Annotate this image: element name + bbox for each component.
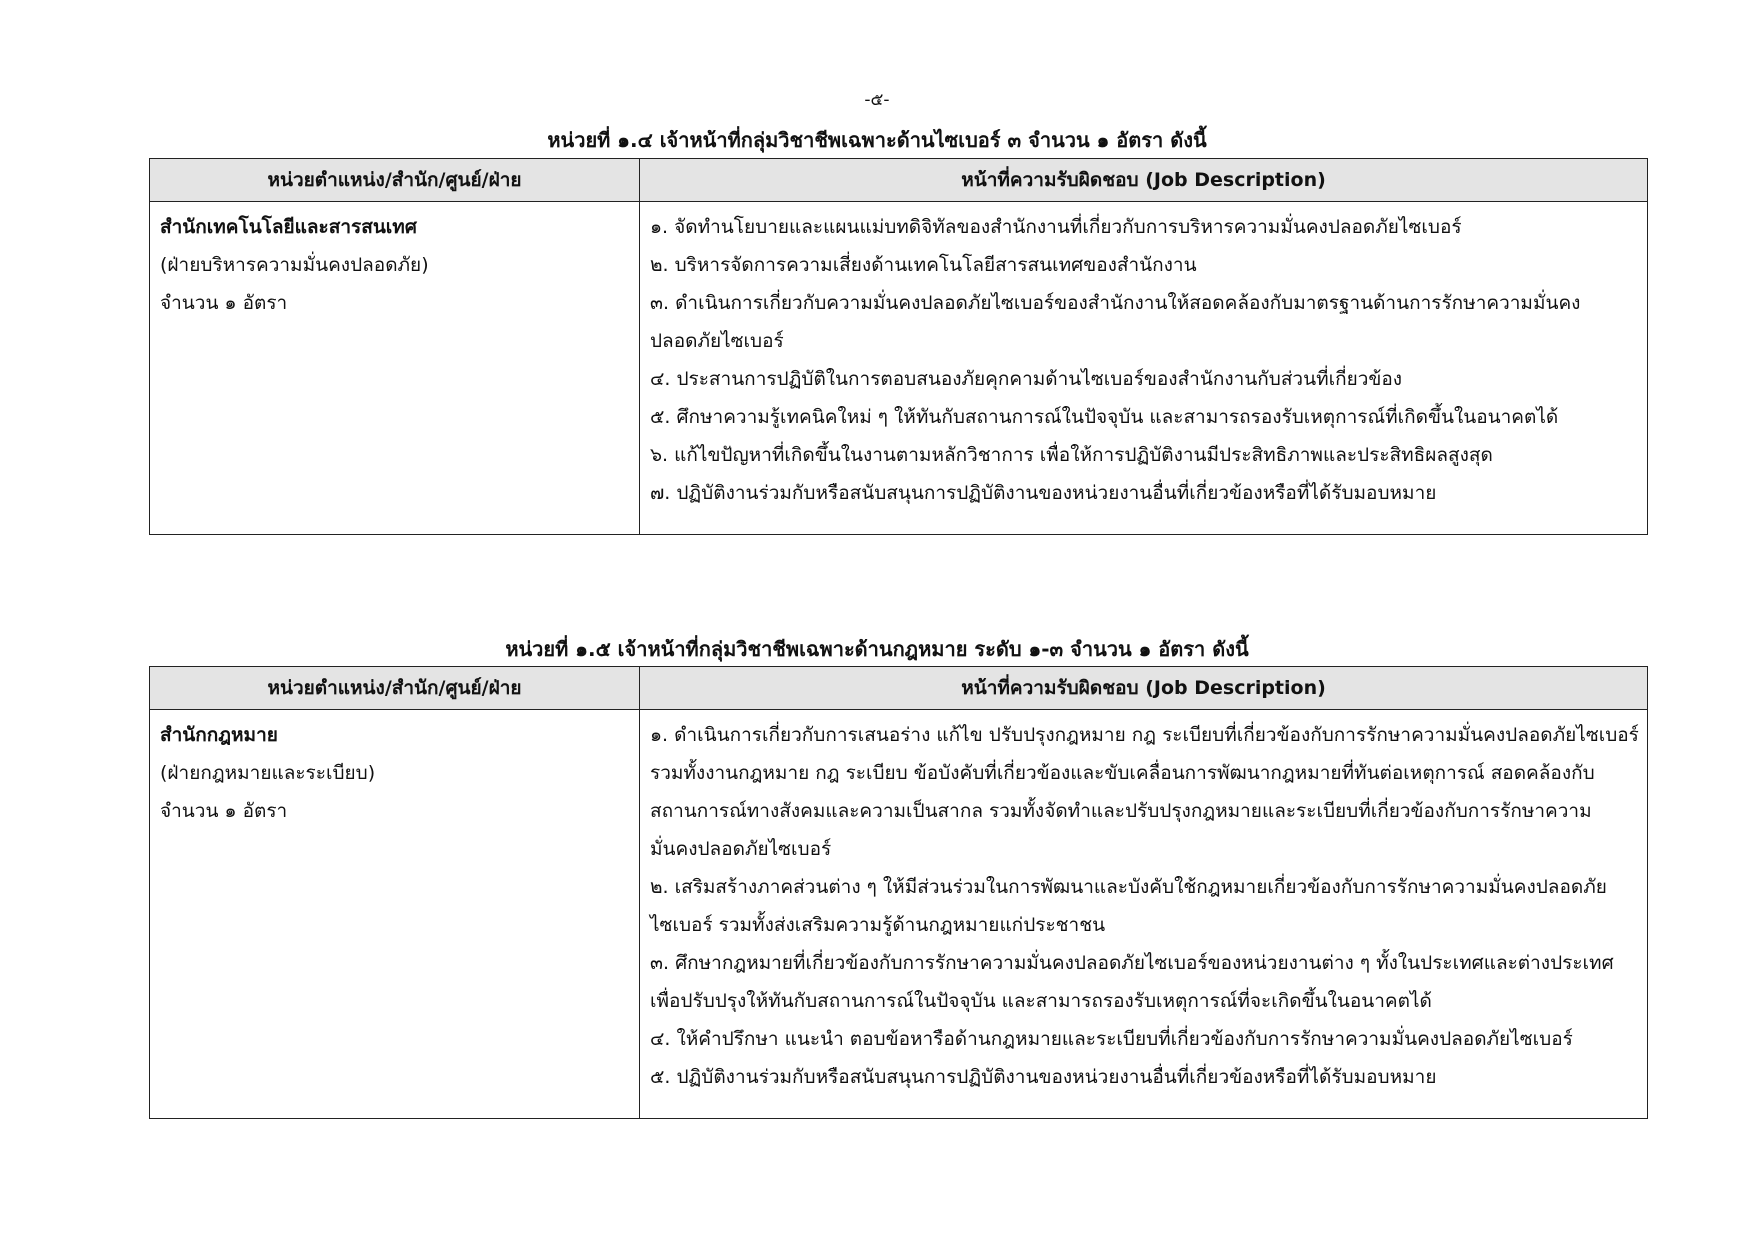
duty-item: ๔. ให้คำปรึกษา แนะนำ ตอบข้อหารือด้านกฎหมายและระเบียบที่เกี่ยวข้องกับการรักษาความมั่นคงปลอดภัยไซเบอร์	[650, 1028, 1573, 1050]
duty-item: ๔. ประสานการปฏิบัติในการตอบสนองภัยคุกคามด้านไซเบอร์ของสำนักงานกับส่วนที่เกี่ยวข้อง	[650, 368, 1403, 390]
unit-count: จำนวน ๑ อัตรา	[160, 292, 288, 314]
duty-item: ๗. ปฏิบัติงานร่วมกับหรือสนับสนุนการปฏิบัติงานของหน่วยงานอื่นที่เกี่ยวข้องหรือที่ได้รับมอบหมาย	[650, 482, 1437, 504]
header-unit: หน่วยตำแหน่ง/สำนัก/ศูนย์/ฝ่าย	[150, 159, 640, 202]
duty-item: ๑. ดำเนินการเกี่ยวกับการเสนอร่าง แก้ไข ปรับปรุงกฎหมาย กฎ ระเบียบที่เกี่ยวข้องกับการรักษาความมั่นคงปลอดภัยไซเบอร์ รวมทั้งงานกฎหมาย กฎ ระเบียบ ข้อบังคับที่เกี่ยวข้องและขับเคลื่อนการพัฒนากฎหมายที่ทันต่อเหตุการณ์ สอดคล้องกับสถานการณ์ทางสังคมและความเป็นสากล รวมทั้งจัดทำและปรับปรุงกฎหมายและระเบียบที่เกี่ยวข้องกับการรักษาความมั่นคงปลอดภัยไซเบอร์	[650, 724, 1639, 860]
duty-item: ๕. ศึกษาความรู้เทคนิคใหม่ ๆ ให้ทันกับสถานการณ์ในปัจจุบัน และสามารถรองรับเหตุการณ์ที่เกิดขึ้นในอนาคตได้	[650, 406, 1559, 428]
duty-item: ๓. ดำเนินการเกี่ยวกับความมั่นคงปลอดภัยไซเบอร์ของสำนักงานให้สอดคล้องกับมาตรฐานด้านการรักษาความมั่นคงปลอดภัยไซเบอร์	[650, 292, 1581, 352]
header-duty: หน้าที่ความรับผิดชอบ (Job Description)	[640, 159, 1648, 202]
page-number: -๕-	[864, 90, 890, 110]
job-table	[149, 666, 1648, 1119]
header-unit: หน่วยตำแหน่ง/สำนัก/ศูนย์/ฝ่าย	[150, 667, 640, 710]
duty-item: ๕. ปฏิบัติงานร่วมกับหรือสนับสนุนการปฏิบัติงานของหน่วยงานอื่นที่เกี่ยวข้องหรือที่ได้รับมอบหมาย	[650, 1066, 1437, 1088]
table-header-row	[150, 667, 1648, 710]
unit-cell	[150, 202, 640, 535]
table-row	[150, 202, 1648, 535]
header-duty: หน้าที่ความรับผิดชอบ (Job Description)	[640, 667, 1648, 710]
unit-division: (ฝ่ายกฎหมายและระเบียบ)	[160, 762, 376, 784]
unit-count: จำนวน ๑ อัตรา	[160, 800, 288, 822]
section-title: หน่วยที่ ๑.๕ เจ้าหน้าที่กลุ่มวิชาชีพเฉพาะด้านกฎหมาย ระดับ ๑-๓ จำนวน ๑ อัตรา ดังนี้	[505, 637, 1249, 661]
job-table	[149, 158, 1648, 535]
unit-name: สำนักกฎหมาย	[160, 724, 278, 746]
duty-item: ๖. แก้ไขปัญหาที่เกิดขึ้นในงานตามหลักวิชาการ เพื่อให้การปฏิบัติงานมีประสิทธิภาพและประสิทธิผลสูงสุด	[650, 444, 1493, 466]
unit-cell	[150, 710, 640, 1119]
unit-division: (ฝ่ายบริหารความมั่นคงปลอดภัย)	[160, 254, 429, 276]
unit-name: สำนักเทคโนโลยีและสารสนเทศ	[160, 216, 417, 238]
section-title: หน่วยที่ ๑.๔ เจ้าหน้าที่กลุ่มวิชาชีพเฉพาะด้านไซเบอร์ ๓ จำนวน ๑ อัตรา ดังนี้	[547, 128, 1207, 152]
duty-cell	[640, 710, 1648, 1119]
table-row	[150, 710, 1648, 1119]
table-header-row	[150, 159, 1648, 202]
duty-cell	[640, 202, 1648, 535]
duty-item: ๒. บริหารจัดการความเสี่ยงด้านเทคโนโลยีสารสนเทศของสำนักงาน	[650, 254, 1197, 276]
duty-item: ๑. จัดทำนโยบายและแผนแม่บทดิจิทัลของสำนักงานที่เกี่ยวกับการบริหารความมั่นคงปลอดภัยไซเบอร์	[650, 216, 1462, 238]
duty-item: ๓. ศึกษากฎหมายที่เกี่ยวข้องกับการรักษาความมั่นคงปลอดภัยไซเบอร์ของหน่วยงานต่าง ๆ ทั้งในประเทศและต่างประเทศเพื่อปรับปรุงให้ทันกับสถานการณ์ในปัจจุบัน และสามารถรองรับเหตุการณ์ที่จะเกิดขึ้นในอนาคตได้	[650, 952, 1614, 1012]
duty-item: ๒. เสริมสร้างภาคส่วนต่าง ๆ ให้มีส่วนร่วมในการพัฒนาและบังคับใช้กฎหมายเกี่ยวข้องกับการรักษาความมั่นคงปลอดภัยไซเบอร์ รวมทั้งส่งเสริมความรู้ด้านกฎหมายแก่ประชาชน	[650, 876, 1607, 936]
